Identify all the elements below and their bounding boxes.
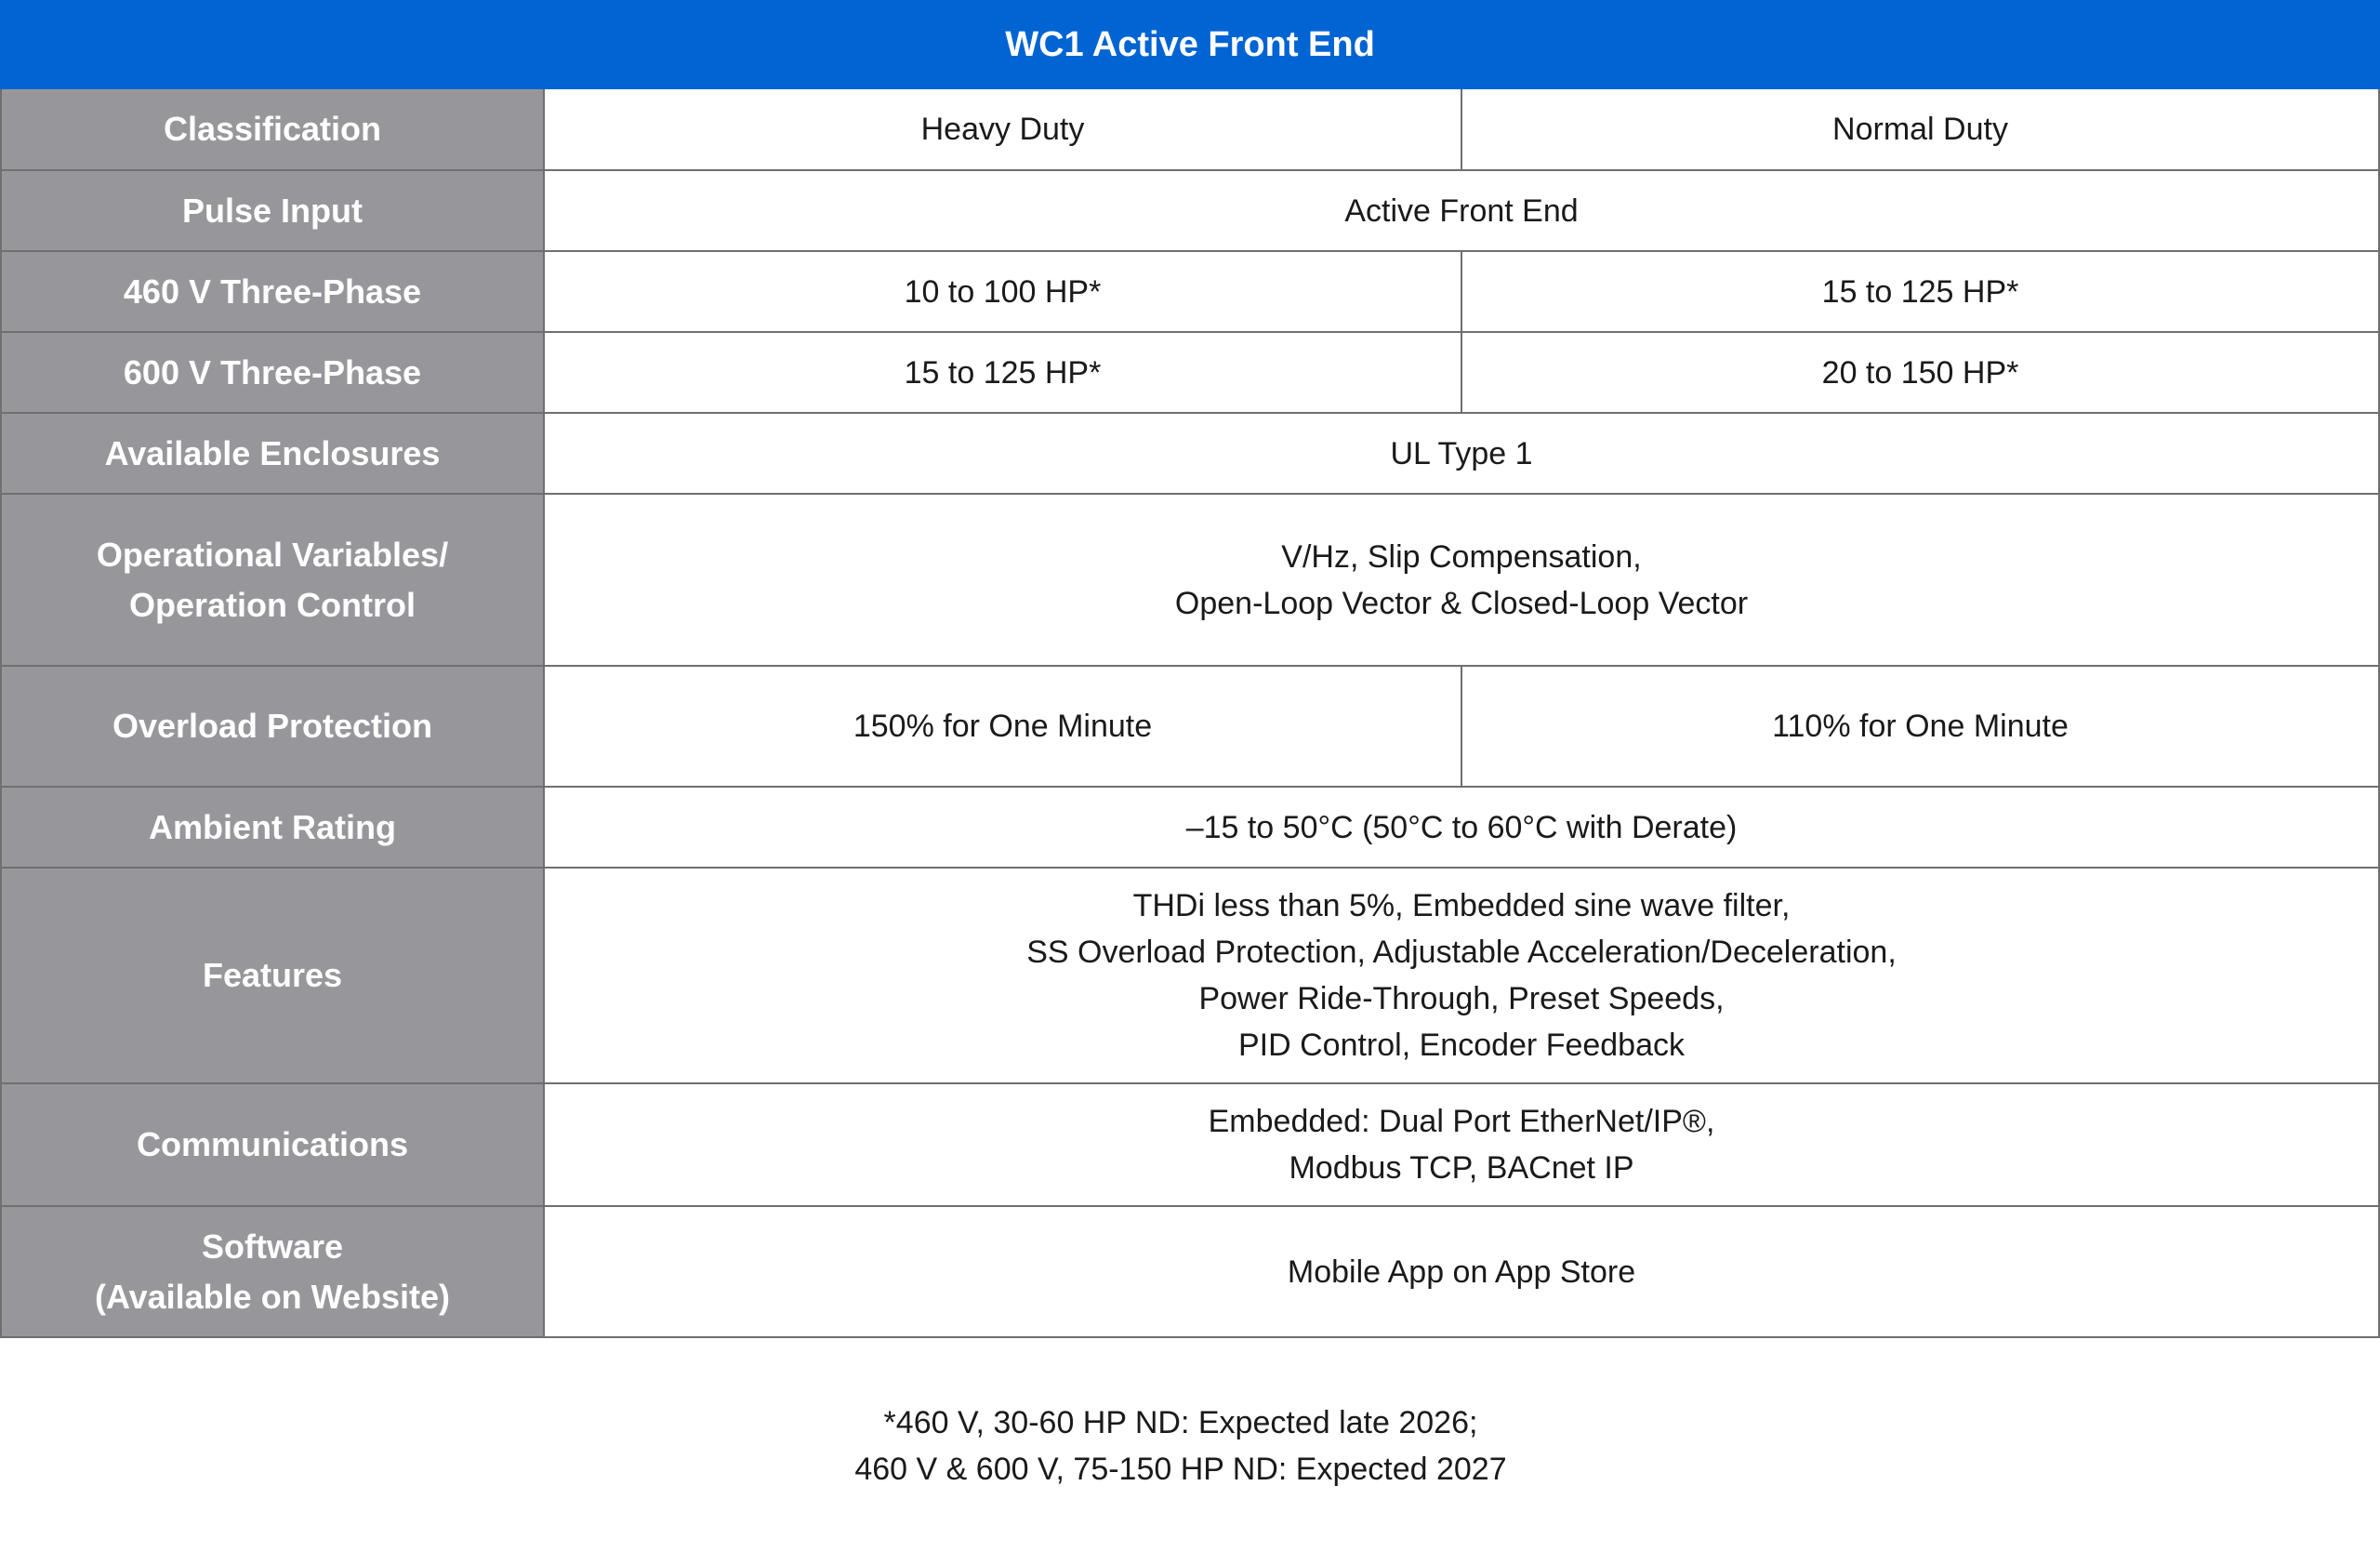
label-operational-line-2: Operation Control	[129, 585, 416, 624]
label-operational	[1, 494, 544, 666]
ambient-value: –15 to 50°C (50°C to 60°C with Derate)	[544, 787, 2379, 868]
460v-normal-duty: 15 to 125 HP*	[1461, 251, 2379, 332]
overload-heavy-duty: 150% for One Minute	[544, 666, 1461, 787]
operational-value-line-2: Open-Loop Vector & Closed-Loop Vector	[1174, 585, 1749, 621]
label-pulse-input: Pulse Input	[1, 170, 544, 251]
footnote	[0, 1399, 2361, 1492]
communications-line-1: Embedded: Dual Port EtherNet/IP®,	[1208, 1104, 1715, 1139]
footnote-line-2: 460 V & 600 V, 75-150 HP ND: Expected 2027	[854, 1452, 1507, 1487]
row-enclosures	[1, 413, 2379, 494]
features-value	[544, 868, 2379, 1083]
label-software	[1, 1206, 544, 1337]
row-communications	[1, 1083, 2379, 1206]
label-features: Features	[1, 868, 544, 1083]
pulse-input-value: Active Front End	[544, 170, 2379, 251]
communications-line-2: Modbus TCP, BACnet IP	[1289, 1150, 1634, 1186]
classification-normal-duty: Normal Duty	[1461, 88, 2379, 170]
label-communications: Communications	[1, 1083, 544, 1206]
row-ambient	[1, 787, 2379, 868]
label-ambient: Ambient Rating	[1, 787, 544, 868]
600v-heavy-duty: 15 to 125 HP*	[544, 332, 1461, 413]
row-460v	[1, 251, 2379, 332]
overload-normal-duty: 110% for One Minute	[1461, 666, 2379, 787]
enclosures-value: UL Type 1	[544, 413, 2379, 494]
460v-heavy-duty: 10 to 100 HP*	[544, 251, 1461, 332]
row-operational	[1, 494, 2379, 666]
label-operational-line-1: Operational Variables/	[96, 535, 449, 574]
row-overload	[1, 666, 2379, 787]
footnote-line-1: *460 V, 30-60 HP ND: Expected late 2026;	[883, 1405, 1478, 1440]
label-overload: Overload Protection	[1, 666, 544, 787]
title-row	[1, 1, 2379, 88]
features-line-2: SS Overload Protection, Adjustable Acceleration/Deceleration,	[1026, 935, 1897, 970]
row-pulse-input	[1, 170, 2379, 251]
operational-value-line-1: V/Hz, Slip Compensation,	[1281, 538, 1642, 575]
label-software-line-1: Software	[201, 1227, 344, 1266]
classification-heavy-duty: Heavy Duty	[544, 88, 1461, 170]
label-software-line-2: (Available on Website)	[94, 1277, 451, 1316]
operational-value	[544, 494, 2379, 666]
label-600v: 600 V Three-Phase	[1, 332, 544, 413]
row-classification	[1, 88, 2379, 170]
communications-value	[544, 1083, 2379, 1206]
features-line-4: PID Control, Encoder Feedback	[1237, 1028, 1686, 1063]
label-classification: Classification	[1, 88, 544, 170]
label-460v: 460 V Three-Phase	[1, 251, 544, 332]
software-value: Mobile App on App Store	[544, 1206, 2379, 1337]
features-line-3: Power Ride-Through, Preset Speeds,	[1198, 981, 1725, 1016]
row-software	[1, 1206, 2379, 1337]
600v-normal-duty: 20 to 150 HP*	[1461, 332, 2379, 413]
table-title: WC1 Active Front End	[1, 1, 2379, 88]
row-600v	[1, 332, 2379, 413]
row-features	[1, 868, 2379, 1083]
label-enclosures: Available Enclosures	[1, 413, 544, 494]
features-line-1: THDi less than 5%, Embedded sine wave filter,	[1132, 888, 1791, 923]
